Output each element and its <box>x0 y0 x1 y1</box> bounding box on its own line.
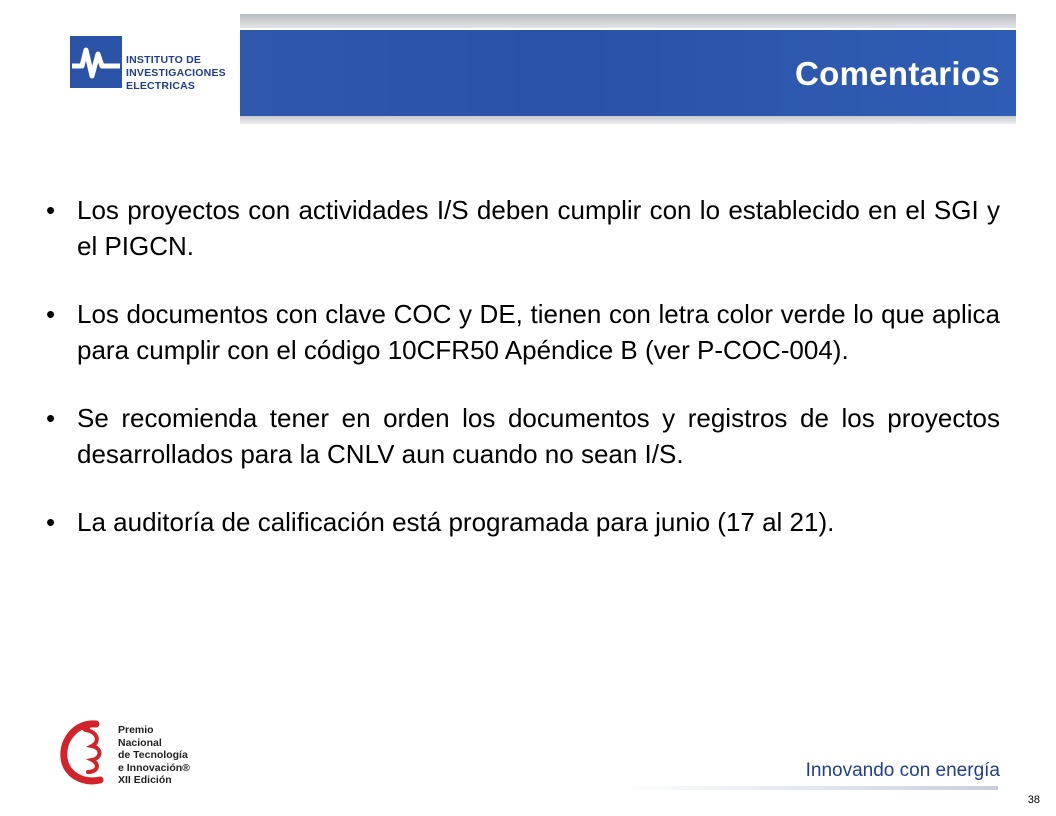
premio-line: XII Edición <box>118 774 172 786</box>
logo-text <box>126 54 226 93</box>
premio-line: de Tecnología <box>118 749 188 761</box>
bullet-dot: • <box>46 403 56 433</box>
header-bottom-strip <box>240 116 1016 124</box>
logo-line: ELECTRICAS <box>126 80 196 92</box>
bullet-text: Los proyectos con actividades I/S deben cumplir con lo establecido en el SGI y el PIGCN. <box>77 195 1000 261</box>
slogan: Innovando con energía <box>805 760 1000 781</box>
bullet-item <box>46 296 1000 368</box>
bullet-dot: • <box>46 195 56 225</box>
header-top-strip <box>240 14 1016 28</box>
iie-logo-icon <box>70 36 122 88</box>
bullet-text: Se recomienda tener en orden los documentos y registros de los proyectos desarrollados para la CNLV aun cuando no sean I/S. <box>77 403 1000 469</box>
bullet-item <box>46 504 1000 540</box>
premio-line: Nacional <box>118 736 162 749</box>
premio-line: e Innovación® <box>118 761 190 774</box>
premio-line: Premio <box>118 724 154 736</box>
bullet-text: Los documentos con clave COC y DE, tienen con letra color verde lo que aplica para cumplir con el código 10CFR50 Apéndice B (ver P-COC-004). <box>77 299 1000 365</box>
logo-line: INSTITUTO DE <box>126 54 202 66</box>
premio-logo-icon <box>56 716 114 786</box>
logo-line: INVESTIGACIONES <box>126 67 226 79</box>
page-number: 38 <box>1027 794 1040 806</box>
bullet-dot: • <box>46 507 56 537</box>
bullet-item <box>46 400 1000 472</box>
bullet-dot: • <box>46 299 56 329</box>
footer-divider <box>618 786 998 790</box>
bullet-text: La auditoría de calificación está programada para junio (17 al 21). <box>77 507 835 537</box>
bullet-list <box>46 192 1000 572</box>
bullet-item <box>46 192 1000 264</box>
slide-title: Comentarios <box>794 55 1000 92</box>
premio-text <box>118 724 190 787</box>
